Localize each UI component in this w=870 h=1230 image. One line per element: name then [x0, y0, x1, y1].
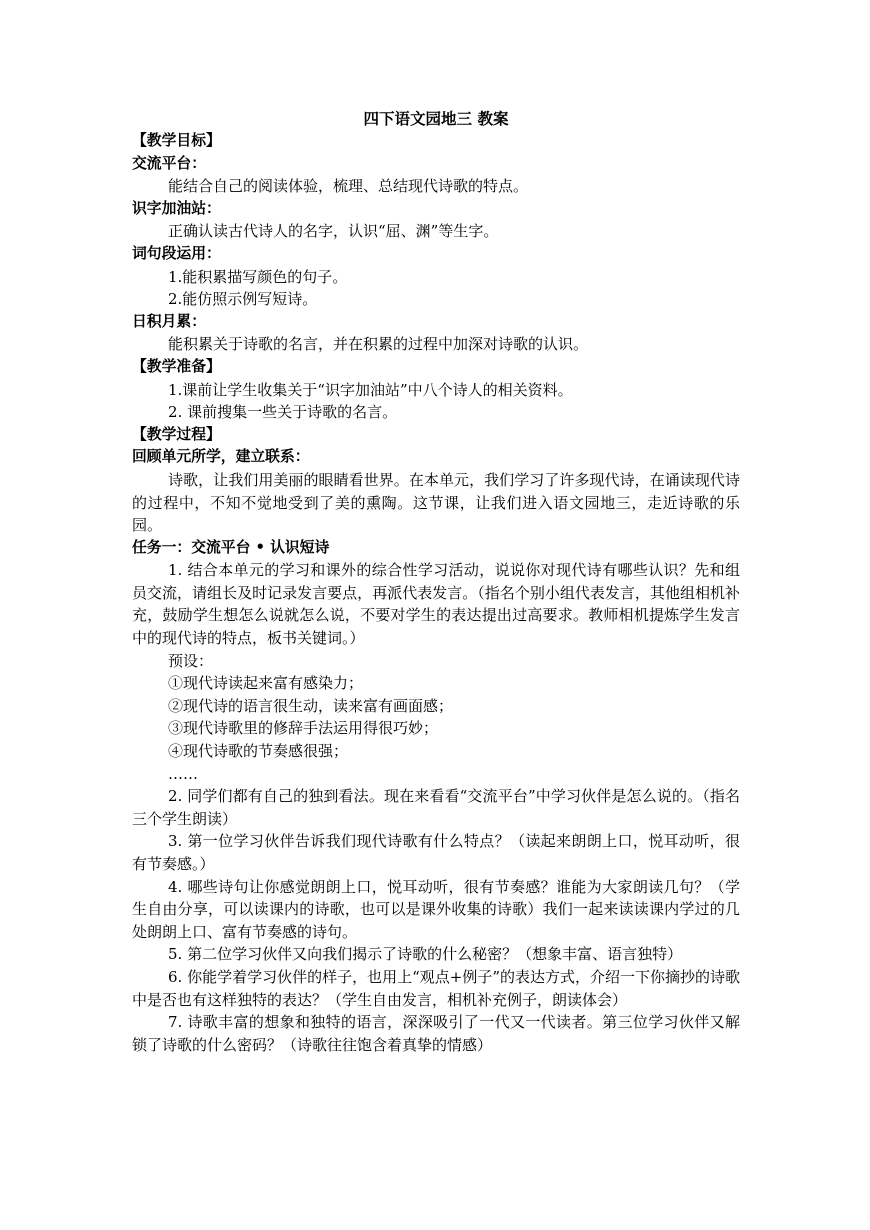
task1-heading: 任务一：交流平台 • 认识短诗 — [132, 538, 330, 556]
daily-text: 能积累关于诗歌的名言，并在积累的过程中加深对诗歌的认识。 — [168, 335, 589, 354]
sentence-item-1: 1.能积累描写颜色的句子。 — [168, 267, 348, 286]
task1-paragraph-5: 5. 第二位学习伙伴又向我们揭示了诗歌的什么秘密？（想象丰富、语言独特） — [168, 945, 683, 964]
process-heading: 【教学过程】 — [132, 425, 221, 443]
daily-heading: 日积月累： — [132, 312, 206, 330]
preset-label: 预设： — [168, 651, 214, 670]
goals-heading: 【教学目标】 — [132, 132, 221, 149]
review-paragraph: 诗歌，让我们用美丽的眼睛看世界。在本单元，我们学习了许多现代诗，在诵读现代诗的过程中，不知不觉地受到了美的熏陶。这节课，让我们进入语文园地三，走近诗歌的乐园。 — [132, 470, 740, 535]
document-page — [132, 108, 740, 1056]
preset-item-4: ④现代诗歌的节奏感很强； — [168, 742, 349, 761]
review-heading: 回顾单元所学，建立联系： — [132, 448, 310, 466]
document-title: 四下语文园地三 教案 — [363, 110, 509, 128]
prep-item-2: 2. 课前搜集一些关于诗歌的名言。 — [168, 403, 398, 422]
sentence-item-2: 2.能仿照示例写短诗。 — [168, 290, 318, 309]
prep-item-1: 1.课前让学生收集关于“识字加油站”中八个诗人的相关资料。 — [168, 380, 573, 399]
sentence-heading: 词句段运用： — [132, 244, 221, 262]
task1-paragraph-1: 1. 结合本单元的学习和课外的综合性学习活动，说说你对现代诗有哪些认识？先和组员交流，请组长及时记录发言要点，再派代表发言。（指名个别小组代表发言，其他组相机补充，鼓励学生想怎么说就怎么说，不要对学生的表达提出过高要求。教师相机提炼学生发言中的现代诗的特点，板书关键词。） — [132, 561, 740, 648]
task1-paragraph-4: 4. 哪些诗句让你感觉朗朗上口，悦耳动听，很有节奏感？谁能为大家朗读几句？（学生自由分享，可以读课内的诗歌，也可以是课外收集的诗歌）我们一起来读读课内学过的几处朗朗上口、富有节奏感的诗句。 — [132, 877, 740, 941]
preset-item-2: ②现代诗的语言很生动，读来富有画面感； — [168, 696, 454, 715]
literacy-text: 正确认读古代诗人的名字，认识“屈、渊”等生字。 — [168, 222, 499, 241]
preset-item-3: ③现代诗歌里的修辞手法运用得很巧妙； — [168, 719, 439, 738]
task1-paragraph-3: 3. 第一位学习伙伴告诉我们现代诗歌有什么特点？（读起来朗朗上口，悦耳动听，很有节奏感。） — [132, 832, 740, 873]
prep-heading: 【教学准备】 — [132, 357, 221, 375]
exchange-text: 能结合自己的阅读体验，梳理、总结现代诗歌的特点。 — [168, 177, 529, 196]
task1-paragraph-7: 7. 诗歌丰富的想象和独特的语言，深深吸引了一代又一代读者。第三位学习伙伴又解锁了诗歌的什么密码？（诗歌往往饱含着真挚的情感） — [132, 1013, 740, 1054]
preset-item-1: ①现代诗读起来富有感染力； — [168, 674, 364, 693]
task1-paragraph-2: 2. 同学们都有自己的独到看法。现在来看看“交流平台”中学习伙伴是怎么说的。（指名三个学生朗读） — [132, 787, 740, 828]
literacy-heading: 识字加油站： — [132, 199, 221, 217]
task1-paragraph-6: 6. 你能学着学习伙伴的样子，也用上“观点+例子”的表达方式，介绍一下你摘抄的诗歌中是否也有这样独特的表达？（学生自由发言，相机补充例子，朗读体会） — [132, 967, 740, 1009]
preset-ellipsis: …… — [168, 764, 198, 783]
exchange-heading: 交流平台： — [132, 154, 206, 172]
